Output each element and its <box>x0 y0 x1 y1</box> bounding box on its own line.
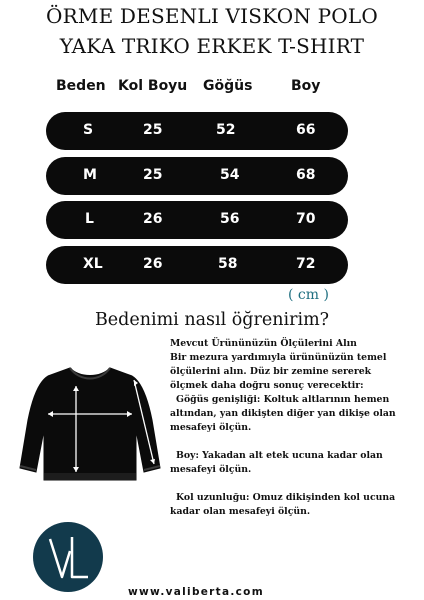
measurement-instructions <box>170 337 420 519</box>
brand-logo-icon <box>32 521 104 593</box>
website-url: www.valiberta.com <box>128 586 264 598</box>
unit-label: ( cm ) <box>288 287 329 303</box>
header-boy: Boy <box>291 78 321 94</box>
size-row-s <box>46 112 348 150</box>
cell-chest: 58 <box>218 256 238 272</box>
cell-chest: 52 <box>216 122 236 138</box>
size-row-xl <box>46 246 348 284</box>
chest-line-2: altından, yan dikişten diğer yan dikişe olan <box>170 408 396 419</box>
header-kol-boyu: Kol Boyu <box>118 78 188 94</box>
size-row-l <box>46 201 348 239</box>
cell-chest: 56 <box>220 211 240 227</box>
size-row-m <box>46 157 348 195</box>
cell-sleeve: 26 <box>143 256 163 272</box>
cell-size: L <box>85 211 94 227</box>
intro-line-3: ölçülerini alın. Düz bir zemine sererek <box>170 366 372 377</box>
sleeve-line-2: kadar olan mesafeyi ölçün. <box>170 506 311 517</box>
cell-sleeve: 25 <box>143 122 163 138</box>
cell-sleeve: 25 <box>143 167 163 183</box>
cell-sleeve: 26 <box>143 211 163 227</box>
intro-line-4: ölçmek daha doğru sonuç verecektir: <box>170 380 364 391</box>
cell-length: 70 <box>296 211 316 227</box>
cell-length: 68 <box>296 167 316 183</box>
size-table-header <box>0 78 424 100</box>
product-title-line-1: ÖRME DESENLI VISKON POLO <box>46 4 378 28</box>
cell-length: 66 <box>296 122 316 138</box>
intro-line-1: Mevcut Ürününüzün Ölçülerini Alın <box>170 338 357 349</box>
length-line-2: mesafeyi ölçün. <box>170 464 252 475</box>
cell-length: 72 <box>296 256 316 272</box>
chest-line-3: mesafeyi ölçün. <box>170 422 252 433</box>
cell-size: XL <box>83 256 103 272</box>
intro-line-2: Bir mezura yardımıyla ürününüzün temel <box>170 352 387 363</box>
product-title-line-2: YAKA TRIKO ERKEK T-SHIRT <box>59 34 365 58</box>
cell-chest: 54 <box>220 167 240 183</box>
sleeve-line-1: Kol uzunluğu: Omuz dikişinden kol ucuna <box>176 492 396 503</box>
header-beden: Beden <box>56 78 106 94</box>
length-line-1: Boy: Yakadan alt etek ucuna kadar olan <box>176 450 383 461</box>
header-gogus: Göğüs <box>203 78 253 94</box>
chest-line-1: Göğüs genişliği: Koltuk altlarının hemen <box>176 394 390 405</box>
cell-size: M <box>83 167 97 183</box>
cell-size: S <box>83 122 94 138</box>
sweater-measurement-icon <box>14 360 166 484</box>
guide-heading: Bedenimi nasıl öğrenirim? <box>94 310 330 330</box>
